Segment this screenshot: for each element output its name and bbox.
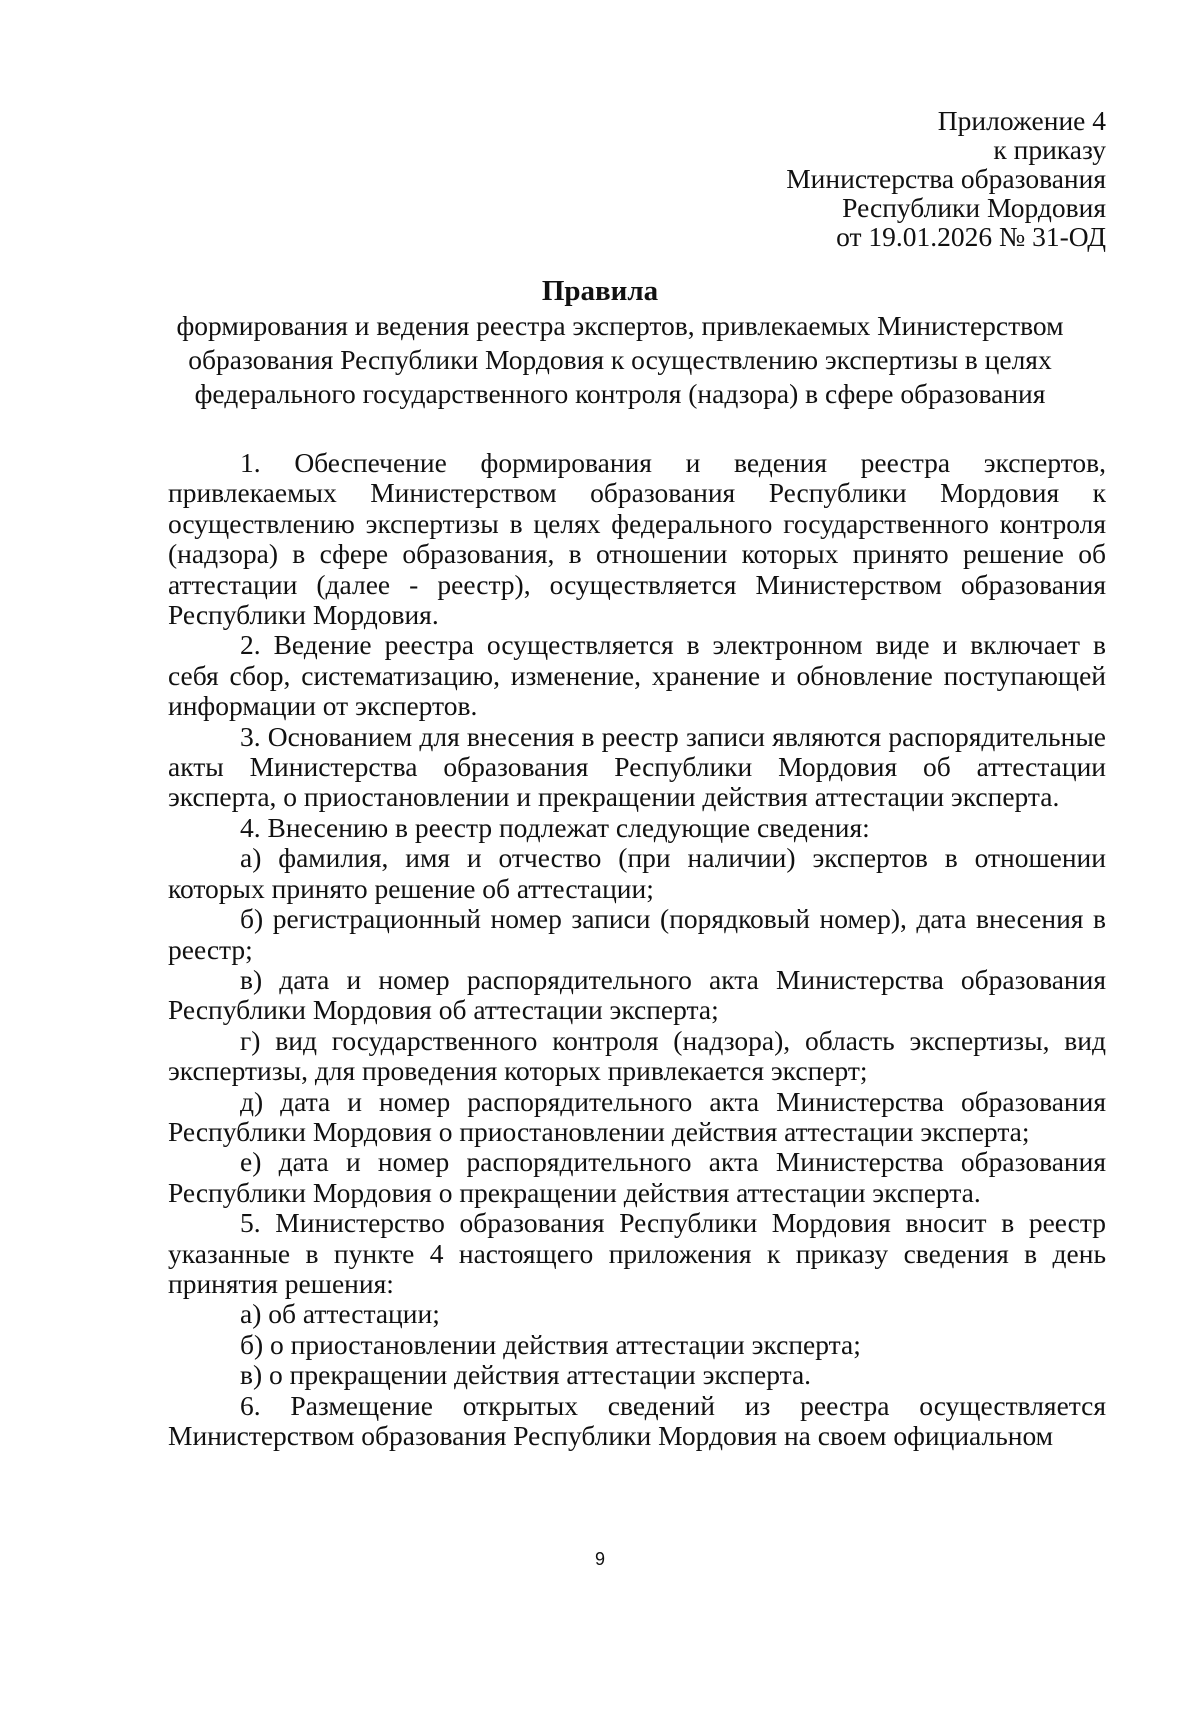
paragraph-1: 1. Обеспечение формирования и ведения реестра экспертов, привлекаемых Министерством образования Республики Мордовия к осуществлению экспертизы в целях федерального государственного контроля (надзора) в сфере образования, в отношении которых принято решение об аттестации (далее - реестр), осуществляется Министерством образования Республики Мордовия. <box>168 447 1106 631</box>
paragraph-4: 4. Внесению в реестр подлежат следующие сведения: <box>240 811 870 843</box>
paragraph-5: 5. Министерство образования Республики Мордовия вносит в реестр указанные в пункте 4 настоящего приложения к приказу сведения в день принятия решения: <box>168 1207 1106 1299</box>
paragraph-4a: а) фамилия, имя и отчество (при наличии) экспертов в отношении которых принято решение об аттестации; <box>168 842 1106 904</box>
paragraph-4b: б) регистрационный номер записи (порядковый номер), дата внесения в реестр; <box>168 903 1106 965</box>
paragraph-6: 6. Размещение открытых сведений из реестра осуществляется Министерством образования Республики Мордовия на своем официальном <box>168 1389 1106 1451</box>
document-subtitle <box>130 309 1110 411</box>
paragraph-5c: в) о прекращении действия аттестации эксперта. <box>240 1359 812 1391</box>
subtitle-line-1: формирования и ведения реестра экспертов, привлекаемых Министерством <box>176 310 1064 341</box>
appendix-line-4: Республики Мордовия <box>842 192 1106 223</box>
subtitle-line-3: федерального государственного контроля (надзора) в сфере образования <box>194 378 1046 409</box>
appendix-line-5: от 19.01.2026 № 31-ОД <box>836 221 1106 252</box>
appendix-line-2: к приказу <box>993 134 1106 165</box>
paragraph-4d: г) вид государственного контроля (надзора), область экспертизы, вид экспертизы, для проведения которых привлекается эксперт; <box>168 1024 1106 1087</box>
document-title: Правила <box>541 275 659 307</box>
paragraph-5a: а) об аттестации; <box>240 1298 440 1330</box>
paragraph-4c: в) дата и номер распорядительного акта Министерства образования Республики Мордовия об аттестации эксперта; <box>168 963 1106 1026</box>
appendix-line-1: Приложение 4 <box>937 105 1106 136</box>
appendix-line-3: Министерства образования <box>786 163 1106 194</box>
paragraph-2: 2. Ведение реестра осуществляется в электронном виде и включает в себя сбор, систематизацию, изменение, хранение и обновление поступающей информации от экспертов. <box>168 629 1106 722</box>
paragraph-3: 3. Основанием для внесения в реестр записи являются распорядительные акты Министерства образования Республики Мордовия об аттестации эксперта, о приостановлении и прекращении действия аттестации эксперта. <box>168 720 1106 813</box>
document-body <box>168 448 1106 1451</box>
paragraph-4e: д) дата и номер распорядительного акта Министерства образования Республики Мордовия о приостановлении действия аттестации эксперта; <box>168 1085 1106 1147</box>
page-number: 9 <box>594 1549 605 1569</box>
paragraph-4f: е) дата и номер распорядительного акта Министерства образования Республики Мордовия о прекращении действия аттестации эксперта. <box>168 1146 1106 1208</box>
paragraph-5b: б) о приостановлении действия аттестации эксперта; <box>240 1328 861 1360</box>
subtitle-line-2: образования Республики Мордовия к осуществлению экспертизы в целях <box>188 344 1052 375</box>
appendix-header <box>786 106 1106 251</box>
